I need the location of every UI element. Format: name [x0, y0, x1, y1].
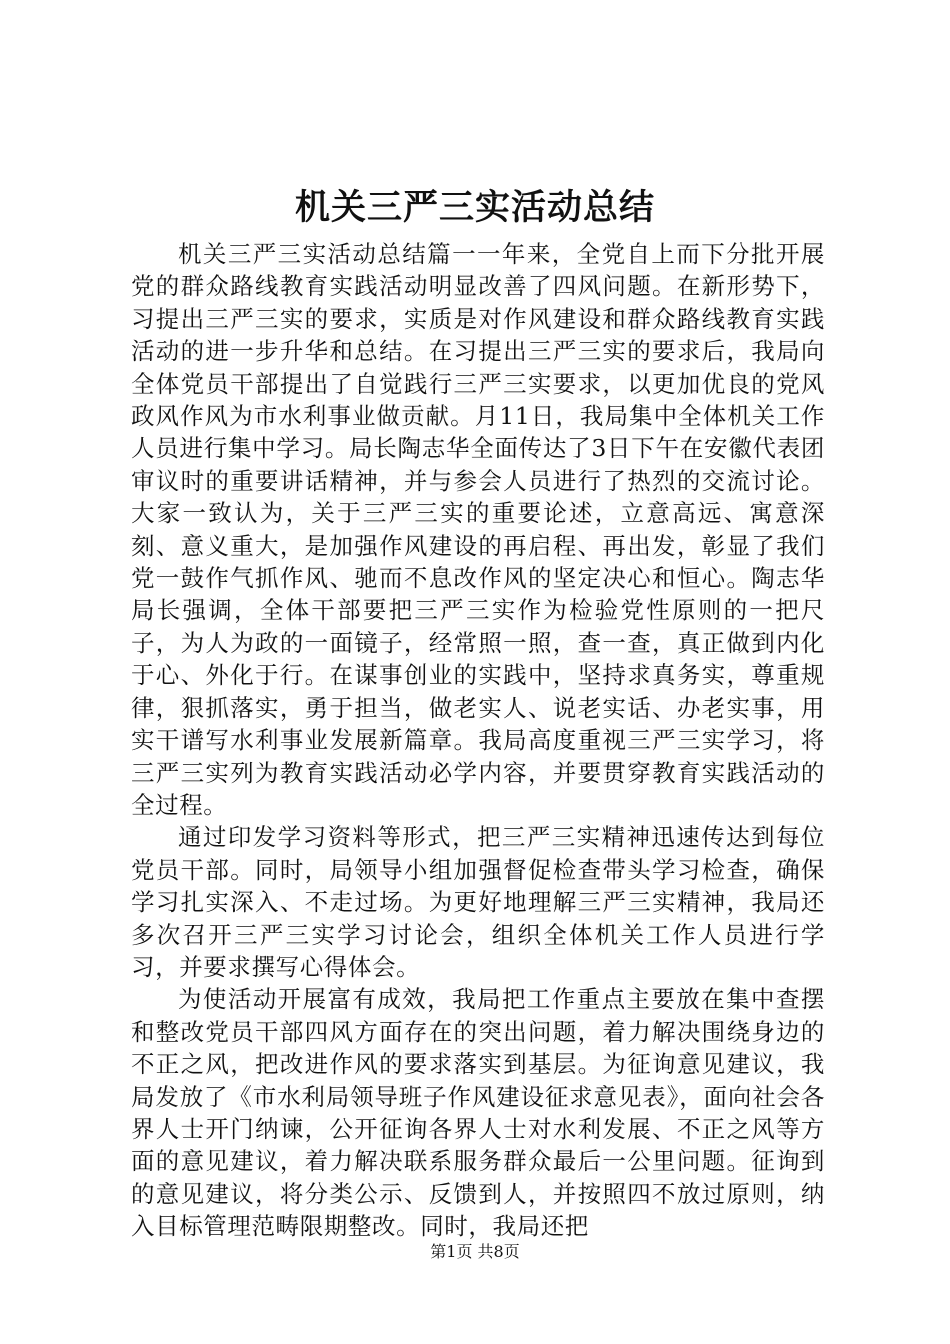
paragraph-1: 机关三严三实活动总结篇一一年来，全党自上而下分批开展党的群众路线教育实践活动明显改善了四风问题。在新形势下，习提出三严三实的要求，实质是对作风建设和群众路线教育实践活动的进一步升华和总结。在习提出三严三实的要求后，我局向全体党员干部提出了自觉践行三严三实要求，以更加优良的党风政风作风为市水利事业做贡献。月11日，我局集中全体机关工作人员进行集中学习。局长陶志华全面传达了3日下午在安徽代表团审议时的重要讲话精神，并与参会人员进行了热烈的交流讨论。大家一致认为，关于三严三实的重要论述，立意高远、寓意深刻、意义重大，是加强作风建设的再启程、再出发，彰显了我们党一鼓作气抓作风、驰而不息改作风的坚定决心和恒心。陶志华局长强调，全体干部要把三严三实作为检验党性原则的一把尺子，为人为政的一面镜子，经常照一照，查一查，真正做到内化于心、外化于行。在谋事创业的实践中，坚持求真务实，尊重规律，狠抓落实，勇于担当，做老实人、说老实话、办老实事，用实干谱写水利事业发展新篇章。我局高度重视三严三实学习，将三严三实列为教育实践活动必学内容，并要贯穿教育实践活动的全过程。 [131, 240, 825, 819]
paragraph-2: 通过印发学习资料等形式，把三严三实精神迅速传达到每位党员干部。同时，局领导小组加强督促检查带头学习检查，确保学习扎实深入、不走过场。为更好地理解三严三实精神，我局还多次召开三严三实学习讨论会，组织全体机关工作人员进行学习，并要求撰写心得体会。 [131, 823, 825, 981]
paragraph-3: 为使活动开展富有成效，我局把工作重点主要放在集中查摆和整改党员干部四风方面存在的突出问题，着力解决围绕身边的不正之风，把改进作风的要求落实到基层。为征询意见建议，我局发放了《市水利局领导班子作风建设征求意见表》，面向社会各界人士开门纳谏，公开征询各界人士对水利发展、不正之风等方面的意见建议，着力解决联系服务群众最后一公里问题。征询到的意见建议，将分类公示、反馈到人，并按照四不放过原则，纳入目标管理范畴限期整改。同时，我局还把 [131, 985, 825, 1241]
page-number-footer: 第1页 共8页 [430, 1242, 520, 1261]
document-body [131, 238, 825, 1243]
document-title: 机关三严三实活动总结 [294, 187, 655, 228]
